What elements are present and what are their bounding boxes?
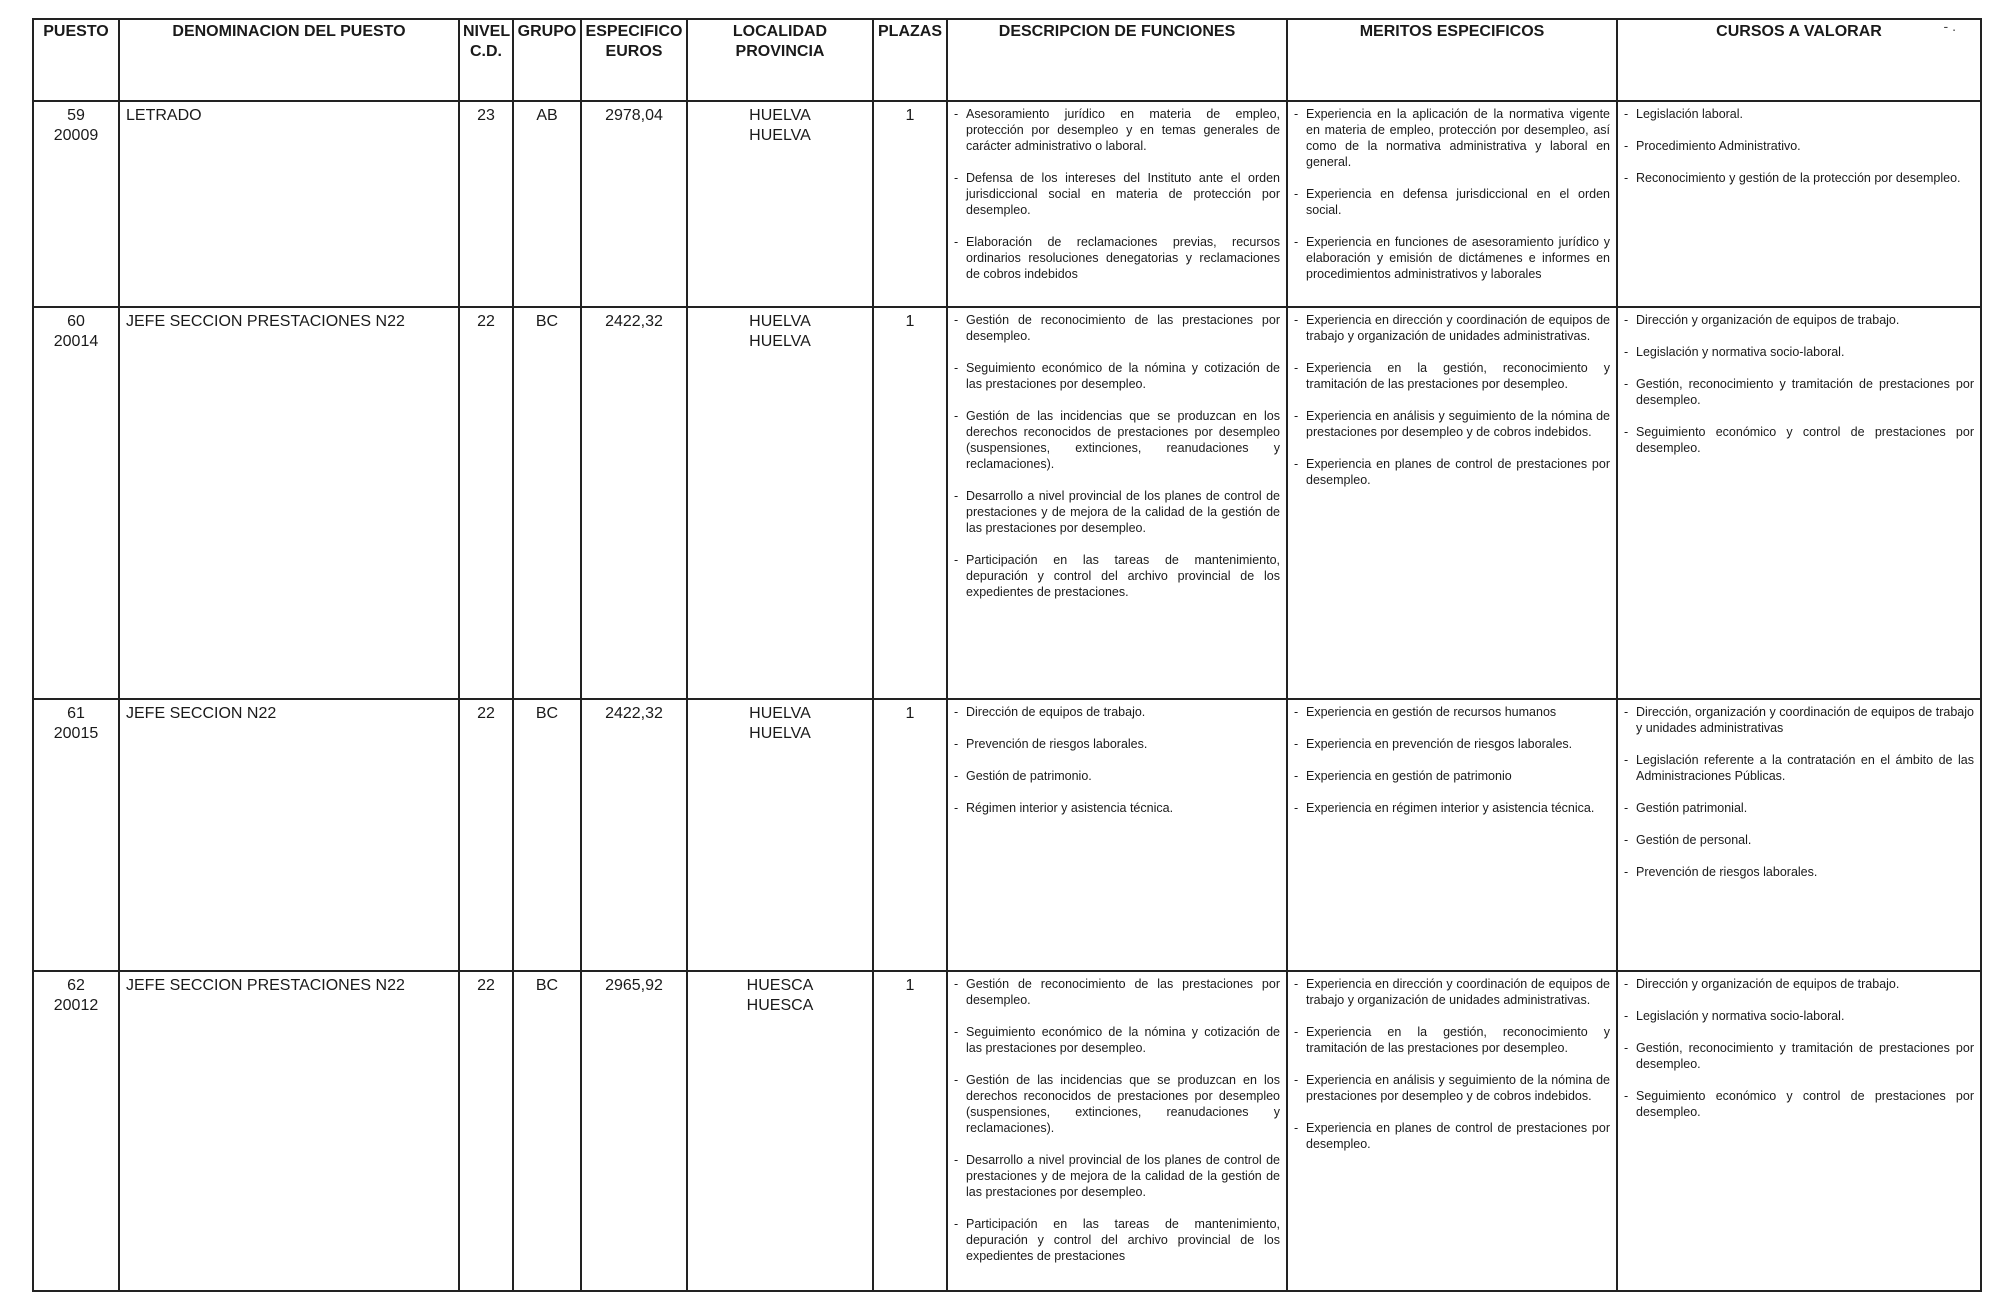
cell-localidad: [687, 307, 873, 699]
list-item: - Experiencia en planes de control de prestaciones por desempleo.: [1294, 456, 1610, 488]
list-item: - Experiencia en gestión de recursos humanos: [1294, 704, 1610, 720]
puesto-number: 62: [67, 977, 85, 994]
list-item: - Experiencia en análisis y seguimiento de la nómina de prestaciones por desempleo y de cobros indebidos.: [1294, 1072, 1610, 1104]
cell-funciones: [947, 101, 1287, 307]
header-especifico: ESPECIFICO EUROS: [581, 19, 687, 101]
puesto-code: 20014: [53, 333, 99, 350]
list-item: - Experiencia en dirección y coordinación de equipos de trabajo y organización de unidades administrativas.: [1294, 976, 1610, 1008]
header-grupo: GRUPO: [513, 19, 581, 101]
list-item: - Dirección y organización de equipos de trabajo.: [1624, 976, 1974, 992]
list-item: - Elaboración de reclamaciones previas, recursos ordinarios resoluciones denegatorias y reclamaciones de cobros indebidos: [954, 234, 1280, 282]
header-denominacion: DENOMINACION DEL PUESTO: [119, 19, 459, 101]
cell-meritos: [1287, 101, 1617, 307]
provincia: HUELVA: [749, 127, 811, 144]
cell-localidad: [687, 101, 873, 307]
localidad: HUELVA: [749, 107, 811, 124]
cell-nivel: 22: [459, 699, 513, 971]
list-item: - Participación en las tareas de mantenimiento, depuración y control del archivo provincial de los expedientes de prestaciones: [954, 1216, 1280, 1264]
list-item: - Experiencia en planes de control de prestaciones por desempleo.: [1294, 1120, 1610, 1152]
provincia: HUELVA: [749, 333, 811, 350]
list-item: - Gestión de las incidencias que se produzcan en los derechos reconocidos de prestaciones por desempleo (suspensiones, extinciones, reanudaciones y reclamaciones).: [954, 1072, 1280, 1136]
header-plazas: PLAZAS: [873, 19, 947, 101]
localidad: HUELVA: [749, 705, 811, 722]
cursos-list: [1624, 976, 1974, 1120]
list-item: - Régimen interior y asistencia técnica.: [954, 800, 1280, 816]
cursos-list: [1624, 312, 1974, 456]
list-item: - Gestión, reconocimiento y tramitación de prestaciones por desempleo.: [1624, 1040, 1974, 1072]
list-item: - Gestión, reconocimiento y tramitación de prestaciones por desempleo.: [1624, 376, 1974, 408]
list-item: - Experiencia en la aplicación de la normativa vigente en materia de empleo, protección por desempleo, así como de la normativa administrativa y laboral en general.: [1294, 106, 1610, 170]
cell-localidad: [687, 971, 873, 1291]
cell-funciones: [947, 971, 1287, 1291]
table-row: [33, 307, 1981, 699]
cell-grupo: BC: [513, 307, 581, 699]
header-row: [33, 19, 1981, 101]
funciones-list: [954, 976, 1280, 1264]
cell-plazas: 1: [873, 699, 947, 971]
cell-plazas: 1: [873, 971, 947, 1291]
header-localidad: LOCALIDAD PROVINCIA: [687, 19, 873, 101]
list-item: - Seguimiento económico de la nómina y cotización de las prestaciones por desempleo.: [954, 360, 1280, 392]
provincia: HUESCA: [746, 997, 814, 1014]
cell-cursos: [1617, 971, 1981, 1291]
cell-plazas: 1: [873, 101, 947, 307]
cell-localidad: [687, 699, 873, 971]
table-row: [33, 971, 1981, 1291]
corner-mark: - .: [1943, 18, 1956, 34]
list-item: - Gestión de reconocimiento de las prestaciones por desempleo.: [954, 312, 1280, 344]
list-item: - Dirección y organización de equipos de trabajo.: [1624, 312, 1974, 328]
list-item: - Legislación y normativa socio-laboral.: [1624, 1008, 1974, 1024]
list-item: - Gestión de las incidencias que se produzcan en los derechos reconocidos de prestaciones por desempleo (suspensiones, extinciones, reanudaciones y reclamaciones).: [954, 408, 1280, 472]
table-row: [33, 699, 1981, 971]
puesto-number: 60: [67, 313, 85, 330]
header-nivel: NIVEL C.D.: [459, 19, 513, 101]
header-meritos: MERITOS ESPECIFICOS: [1287, 19, 1617, 101]
cell-funciones: [947, 307, 1287, 699]
cell-denominacion: LETRADO: [119, 101, 459, 307]
cell-funciones: [947, 699, 1287, 971]
job-positions-table: [32, 18, 1982, 1292]
list-item: - Gestión patrimonial.: [1624, 800, 1974, 816]
list-item: - Legislación y normativa socio-laboral.: [1624, 344, 1974, 360]
list-item: - Experiencia en régimen interior y asistencia técnica.: [1294, 800, 1610, 816]
cell-especifico: 2422,32: [581, 699, 687, 971]
cursos-list: [1624, 704, 1974, 880]
cell-nivel: 23: [459, 101, 513, 307]
cell-meritos: [1287, 971, 1617, 1291]
list-item: - Seguimiento económico y control de prestaciones por desempleo.: [1624, 424, 1974, 456]
puesto-code: 20009: [53, 127, 99, 144]
cell-nivel: 22: [459, 971, 513, 1291]
cell-puesto: [33, 699, 119, 971]
provincia: HUELVA: [749, 725, 811, 742]
funciones-list: [954, 704, 1280, 816]
cell-puesto: [33, 971, 119, 1291]
table-row: [33, 101, 1981, 307]
funciones-list: [954, 312, 1280, 600]
list-item: - Experiencia en dirección y coordinación de equipos de trabajo y organización de unidades administrativas.: [1294, 312, 1610, 344]
cell-plazas: 1: [873, 307, 947, 699]
cell-especifico: 2965,92: [581, 971, 687, 1291]
cell-meritos: [1287, 699, 1617, 971]
list-item: - Reconocimiento y gestión de la protección por desempleo.: [1624, 170, 1974, 186]
cell-denominacion: JEFE SECCION N22: [119, 699, 459, 971]
puesto-code: 20012: [53, 997, 99, 1014]
list-item: - Experiencia en la gestión, reconocimiento y tramitación de las prestaciones por desempleo.: [1294, 360, 1610, 392]
list-item: - Experiencia en gestión de patrimonio: [1294, 768, 1610, 784]
header-cursos: CURSOS A VALORAR: [1617, 19, 1981, 101]
funciones-list: [954, 106, 1280, 282]
localidad: HUELVA: [749, 313, 811, 330]
meritos-list: [1294, 106, 1610, 282]
list-item: - Seguimiento económico y control de prestaciones por desempleo.: [1624, 1088, 1974, 1120]
puesto-number: 59: [67, 107, 85, 124]
cell-grupo: AB: [513, 101, 581, 307]
list-item: - Participación en las tareas de mantenimiento, depuración y control del archivo provincial de los expedientes de prestaciones.: [954, 552, 1280, 600]
cell-denominacion: JEFE SECCION PRESTACIONES N22: [119, 307, 459, 699]
list-item: - Dirección, organización y coordinación de equipos de trabajo y unidades administrativas: [1624, 704, 1974, 736]
list-item: - Experiencia en la gestión, reconocimiento y tramitación de las prestaciones por desempleo.: [1294, 1024, 1610, 1056]
list-item: - Gestión de personal.: [1624, 832, 1974, 848]
list-item: - Defensa de los intereses del Instituto ante el orden jurisdiccional social en materia de protección por desempleo.: [954, 170, 1280, 218]
cell-especifico: 2422,32: [581, 307, 687, 699]
cell-nivel: 22: [459, 307, 513, 699]
meritos-list: [1294, 312, 1610, 488]
cell-cursos: [1617, 699, 1981, 971]
cell-puesto: [33, 101, 119, 307]
cell-grupo: BC: [513, 699, 581, 971]
header-funciones: DESCRIPCION DE FUNCIONES: [947, 19, 1287, 101]
list-item: - Seguimiento económico de la nómina y cotización de las prestaciones por desempleo.: [954, 1024, 1280, 1056]
list-item: - Legislación laboral.: [1624, 106, 1974, 122]
cell-especifico: 2978,04: [581, 101, 687, 307]
puesto-code: 20015: [53, 725, 99, 742]
list-item: - Experiencia en defensa jurisdiccional en el orden social.: [1294, 186, 1610, 218]
list-item: - Desarrollo a nivel provincial de los planes de control de prestaciones y de mejora de la calidad de la gestión de las prestaciones por desempleo.: [954, 488, 1280, 536]
list-item: - Legislación referente a la contratación en el ámbito de las Administraciones Públicas.: [1624, 752, 1974, 784]
localidad: HUESCA: [746, 977, 814, 994]
document-page: [32, 18, 1980, 1298]
cell-cursos: [1617, 307, 1981, 699]
list-item: - Procedimiento Administrativo.: [1624, 138, 1974, 154]
list-item: - Asesoramiento jurídico en materia de empleo, protección por desempleo y en temas generales de carácter administrativo o laboral.: [954, 106, 1280, 154]
puesto-number: 61: [67, 705, 85, 722]
list-item: - Desarrollo a nivel provincial de los planes de control de prestaciones y de mejora de la calidad de la gestión de las prestaciones por desempleo.: [954, 1152, 1280, 1200]
list-item: - Gestión de reconocimiento de las prestaciones por desempleo.: [954, 976, 1280, 1008]
meritos-list: [1294, 704, 1610, 816]
cell-puesto: [33, 307, 119, 699]
list-item: - Experiencia en análisis y seguimiento de la nómina de prestaciones por desempleo y de cobros indebidos.: [1294, 408, 1610, 440]
list-item: - Gestión de patrimonio.: [954, 768, 1280, 784]
meritos-list: [1294, 976, 1610, 1152]
cell-grupo: BC: [513, 971, 581, 1291]
list-item: - Dirección de equipos de trabajo.: [954, 704, 1280, 720]
cell-meritos: [1287, 307, 1617, 699]
cursos-list: [1624, 106, 1974, 186]
list-item: - Experiencia en funciones de asesoramiento jurídico y elaboración y emisión de dictámenes e informes en procedimientos administrativos y laborales: [1294, 234, 1610, 282]
list-item: - Prevención de riesgos laborales.: [1624, 864, 1974, 880]
list-item: - Prevención de riesgos laborales.: [954, 736, 1280, 752]
list-item: - Experiencia en prevención de riesgos laborales.: [1294, 736, 1610, 752]
cell-denominacion: JEFE SECCION PRESTACIONES N22: [119, 971, 459, 1291]
cell-cursos: [1617, 101, 1981, 307]
header-puesto: PUESTO: [33, 19, 119, 101]
